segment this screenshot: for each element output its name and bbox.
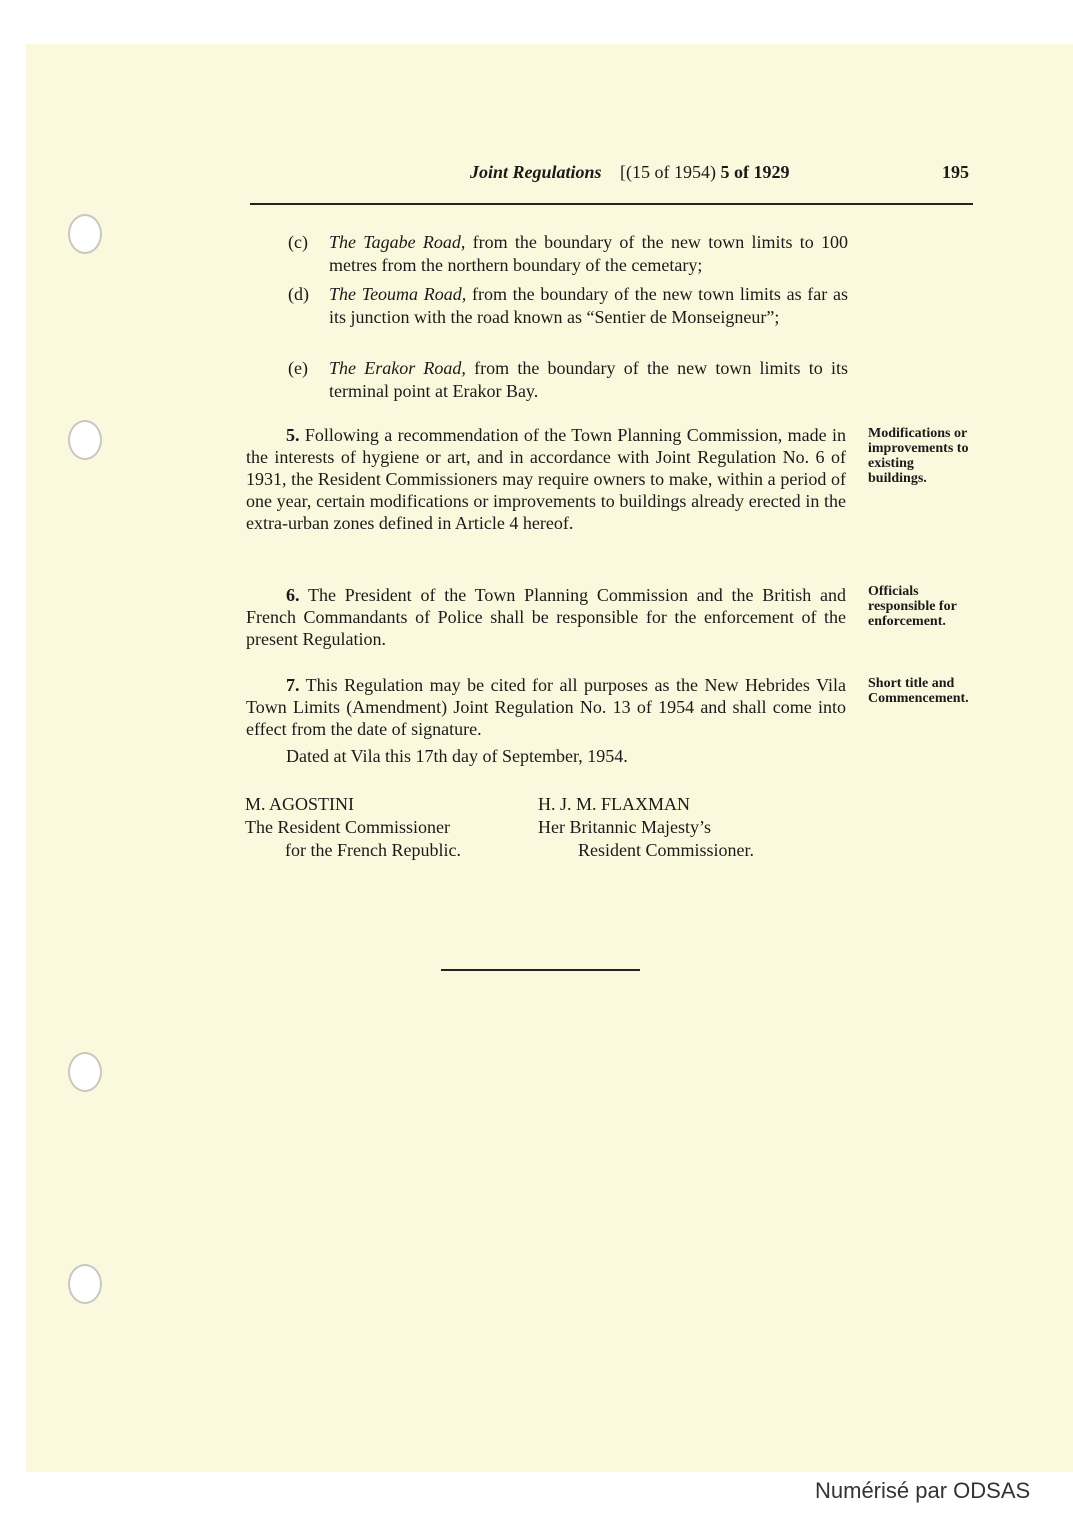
paragraph-number: 5. bbox=[286, 425, 300, 445]
paragraph-number: 6. bbox=[286, 585, 300, 605]
sub-item-c bbox=[288, 231, 848, 277]
signatory-name: H. J. M. FLAXMAN bbox=[538, 794, 691, 814]
running-header bbox=[0, 162, 1073, 190]
signatory-title-line2: for the French Republic. bbox=[285, 840, 461, 860]
page-number: 195 bbox=[942, 162, 969, 182]
binder-hole bbox=[68, 420, 102, 460]
paragraph-text: This Regulation may be cited for all purposes as the New Hebrides Vila Town Limits (Amendment) Joint Regulation No. 13 of 1954 and shall come into effect from the date of signature. bbox=[246, 675, 846, 739]
binder-hole bbox=[68, 1264, 102, 1304]
paragraph-number: 7. bbox=[286, 675, 300, 695]
closing-rule bbox=[441, 969, 640, 971]
header-reference bbox=[620, 162, 789, 183]
road-name: The Erakor Road, bbox=[329, 358, 466, 378]
header-title: Joint Regulations bbox=[470, 162, 602, 182]
sub-item-text: from the boundary of the new town limits to 100 metres from the northern boundary of the cemetary; bbox=[329, 232, 849, 275]
road-name: The Teouma Road, bbox=[329, 284, 467, 304]
margin-note: Officials responsible for enforcement. bbox=[868, 584, 957, 629]
signatory-left bbox=[245, 793, 461, 862]
paragraph-5 bbox=[246, 424, 846, 534]
sub-item-label: (e) bbox=[288, 358, 308, 378]
sub-item-e bbox=[288, 357, 848, 403]
signatory-title-line2: Resident Commissioner. bbox=[578, 840, 755, 860]
scan-credit: Numérisé par ODSAS bbox=[815, 1478, 1031, 1503]
binder-hole bbox=[68, 214, 102, 254]
signatory-name: M. AGOSTINI bbox=[245, 794, 355, 814]
header-ref-part2: 5 of 1929 bbox=[720, 162, 790, 182]
margin-note: Short title and Commencement. bbox=[868, 676, 969, 706]
paragraph-text: The President of the Town Planning Commission and the British and French Commandants of Police shall be responsible for the enforcement of the present Regulation. bbox=[246, 585, 846, 649]
paragraph-7 bbox=[246, 674, 846, 740]
sub-item-text: from the boundary of the new town limits as far as its junction with the road known as “Sentier de Monseigneur”; bbox=[329, 284, 848, 327]
dated-line: Dated at Vila this 17th day of September, 1954. bbox=[286, 746, 628, 766]
header-ref-part1: [(15 of 1954) bbox=[620, 162, 716, 182]
header-rule bbox=[250, 203, 973, 205]
signatory-title-line1: Her Britannic Majesty’s bbox=[538, 817, 711, 837]
road-name: The Tagabe Road, bbox=[329, 232, 466, 252]
margin-note: Modifications or improvements to existing buildings. bbox=[868, 426, 969, 486]
paragraph-text: Following a recommendation of the Town Planning Commission, made in the interests of hygiene or art, and in accordance with Joint Regulation No. 6 of 1931, the Resident Commissioners may require owners to make, within a period of one year, certain modifications or improvements to buildings already erected in the extra-urban zones defined in Article 4 hereof. bbox=[246, 425, 846, 533]
binder-hole bbox=[68, 1052, 102, 1092]
sub-item-d bbox=[288, 283, 848, 329]
sub-item-label: (c) bbox=[288, 232, 308, 252]
sub-item-text: from the boundary of the new town limits to its terminal point at Erakor Bay. bbox=[329, 358, 848, 401]
signatory-right bbox=[538, 793, 754, 862]
sub-item-label: (d) bbox=[288, 284, 309, 304]
paragraph-6 bbox=[246, 584, 846, 650]
signatory-title-line1: The Resident Commissioner bbox=[245, 817, 450, 837]
